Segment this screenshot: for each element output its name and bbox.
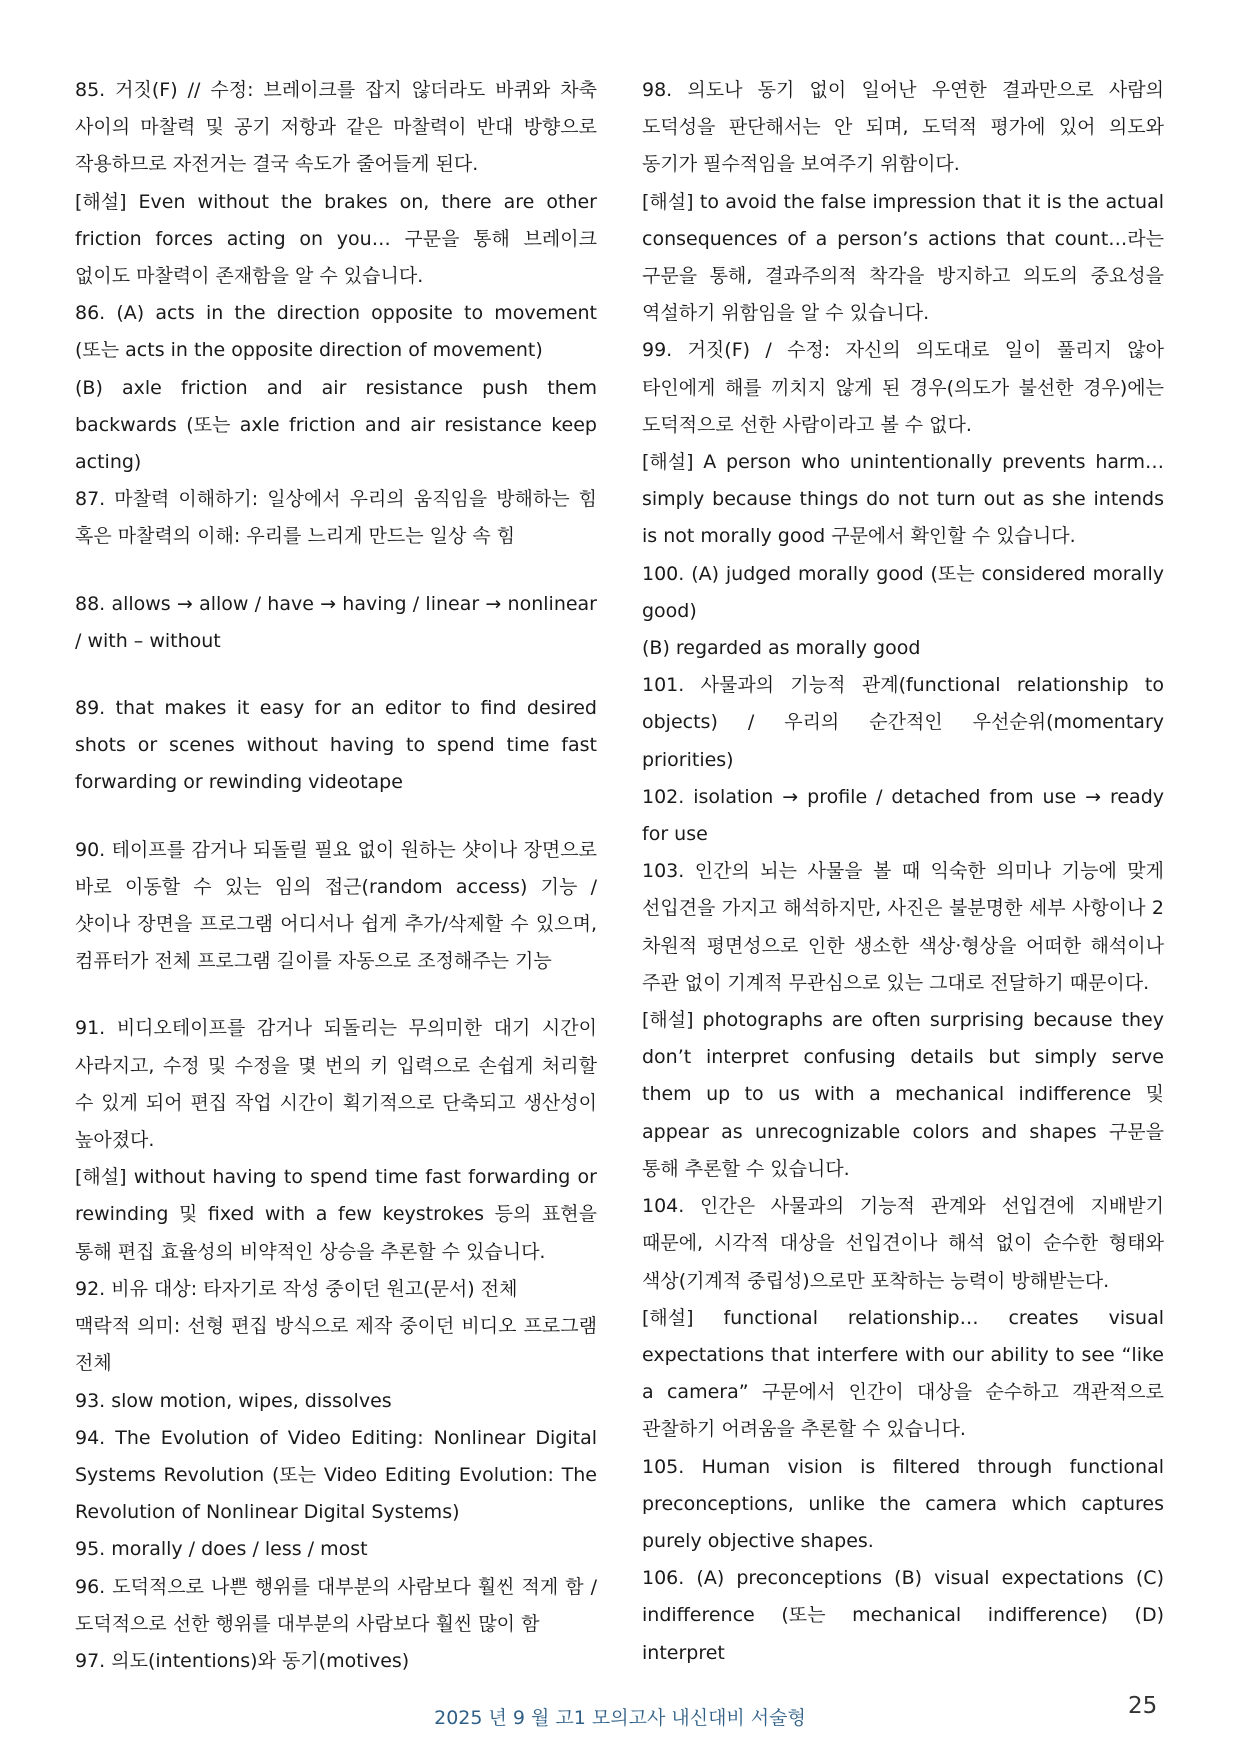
answer-paragraph: 86. (A) acts in the direction opposite to movement (또는 acts in the opposite direction of movement) bbox=[75, 302, 597, 362]
answer-paragraph: [해설] functional relationship… creates visual expectations that interfere with our ability to see “like a camera” 구문에서 인간이 대상을 순수하고 객관적으로 관찰하기 어려움을 추론할 수 있습니다. bbox=[642, 1306, 1164, 1441]
answer-paragraph: 맥락적 의미: 선형 편집 방식으로 제작 중이던 비디오 프로그램 전체 bbox=[75, 1315, 597, 1375]
answer-paragraph: [해설] without having to spend time fast forwarding or rewinding 및 fixed with a few keystrokes 등의 표현을 통해 편집 효율성의 비약적인 상승을 추론할 수 있습니다. bbox=[75, 1166, 597, 1263]
answer-paragraph: 94. The Evolution of Video Editing: Nonlinear Digital Systems Revolution (또는 Video Editing Evolution: The Revolution of Nonlinear Digital Systems) bbox=[75, 1426, 597, 1524]
answer-paragraph: 102. isolation → profile / detached from use → ready for use bbox=[642, 785, 1164, 846]
answer-paragraph: [해설] to avoid the false impression that it is the actual consequences of a person’s actions that count…라는 구문을 통해, 결과주의적 착각을 방지하고 의도의 중요성을 역설하기 위함임을 알 수 있습니다. bbox=[642, 190, 1164, 325]
answer-paragraph: 105. Human vision is filtered through functional preconceptions, unlike the camera which captures purely objective shapes. bbox=[642, 1455, 1164, 1552]
answer-paragraph: [해설] Even without the brakes on, there are other friction forces acting on you… 구문을 통해 브레이크 없이도 마찰력이 존재함을 알 수 있습니다. bbox=[75, 190, 597, 288]
answer-paragraph: 104. 인간은 사물과의 기능적 관계와 선입견에 지배받기 때문에, 시각적 대상을 선입견이나 해석 없이 순수한 형태와 색상(기계적 중립성)으로만 포착하는 능력이 방해받는다. bbox=[642, 1195, 1164, 1292]
answer-paragraph: 96. 도덕적으로 나쁜 행위를 대부분의 사람보다 훨씬 적게 함 / 도덕적으로 선한 행위를 대부분의 사람보다 훨씬 많이 함 bbox=[75, 1575, 597, 1635]
answer-paragraph: 100. (A) judged morally good (또는 considered morally good) bbox=[642, 562, 1164, 622]
answer-paragraph: 97. 의도(intentions)와 동기(motives) bbox=[75, 1649, 410, 1672]
answer-paragraph: 98. 의도나 동기 없이 일어난 우연한 결과만으로 사람의 도덕성을 판단해서는 안 되며, 도덕적 평가에 있어 의도와 동기가 필수적임을 보여주기 위함이다. bbox=[642, 79, 1164, 176]
answer-paragraph: 92. 비유 대상: 타자기로 작성 중이던 원고(문서) 전체 bbox=[75, 1277, 518, 1300]
answer-paragraph: 93. slow motion, wipes, dissolves bbox=[75, 1389, 392, 1412]
answer-paragraph: 89. that makes it easy for an editor to find desired shots or scenes without having to spend time fast forwarding or rewinding videotape bbox=[75, 697, 597, 794]
answer-paragraph: 103. 인간의 뇌는 사물을 볼 때 익숙한 의미나 기능에 맞게 선입견을 가지고 해석하지만, 사진은 불분명한 세부 사항이나 2 차원적 평면성으로 인한 생소한 색상·형상을 어떠한 해석이나 주관 없이 기계적 무관심으로 있는 그대로 전달하기 때문이다. bbox=[642, 860, 1164, 994]
answer-paragraph: 99. 거짓(F) / 수정: 자신의 의도대로 일이 풀리지 않아 타인에게 해를 끼치지 않게 된 경우(의도가 불선한 경우)에는 도덕적으로 선한 사람이라고 볼 수 없다. bbox=[642, 339, 1164, 436]
answer-paragraph: 88. allows → allow / have → having / linear → nonlinear / with – without bbox=[75, 592, 597, 652]
left-column bbox=[75, 72, 597, 1680]
answer-paragraph: [해설] A person who unintentionally prevents harm… simply because things do not turn out as she intends is not morally good 구문에서 확인할 수 있습니다. bbox=[642, 451, 1164, 548]
answer-paragraph: 91. 비디오테이프를 감거나 되돌리는 무의미한 대기 시간이 사라지고, 수정 및 수정을 몇 번의 키 입력으로 손쉽게 처리할 수 있게 되어 편집 작업 시간이 획기적으로 단축되고 생산성이 높아졌다. bbox=[75, 1017, 597, 1152]
answer-paragraph: 106. (A) preconceptions (B) visual expectations (C) indifference (또는 mechanical indifference) (D) interpret bbox=[642, 1567, 1164, 1664]
answer-paragraph: [해설] photographs are often surprising because they don’t interpret confusing details but simply serve them up to us with a mechanical indifference 및 appear as unrecognizable colors and shapes 구문을 통해 추론할 수 있습니다. bbox=[642, 1009, 1164, 1180]
answer-paragraph: 95. morally / does / less / most bbox=[75, 1538, 368, 1561]
answer-paragraph: 85. 거짓(F) // 수정: 브레이크를 잡지 않더라도 바퀴와 차축 사이의 마찰력 및 공기 저항과 같은 마찰력이 반대 방향으로 작용하므로 자전거는 결국 속도가 줄어들게 된다. bbox=[75, 79, 597, 176]
answer-paragraph: (B) axle friction and air resistance push them backwards (또는 axle friction and air resistance keep acting) bbox=[75, 376, 597, 474]
answer-paragraph: 90. 테이프를 감거나 되돌릴 필요 없이 원하는 샷이나 장면으로 바로 이동할 수 있는 임의 접근(random access) 기능 / 샷이나 장면을 프로그램 어디서나 쉽게 추가/삭제할 수 있으며, 컴퓨터가 전체 프로그램 길이를 자동으로 조정해주는 기능 bbox=[75, 838, 597, 973]
answer-paragraph: 87. 마찰력 이해하기: 일상에서 우리의 움직임을 방해하는 힘 혹은 마찰력의 이해: 우리를 느리게 만드는 일상 속 힘 bbox=[75, 488, 597, 548]
answer-paragraph: 101. 사물과의 기능적 관계(functional relationship to objects) / 우리의 순간적인 우선순위(momentary priorities) bbox=[642, 674, 1164, 771]
right-column bbox=[642, 72, 1164, 1672]
answer-paragraph: (B) regarded as morally good bbox=[642, 637, 921, 660]
footer-title: 2025 년 9 월 고1 모의고사 내신대비 서술형 bbox=[434, 1707, 806, 1729]
page-number: 25 bbox=[1128, 1693, 1158, 1719]
